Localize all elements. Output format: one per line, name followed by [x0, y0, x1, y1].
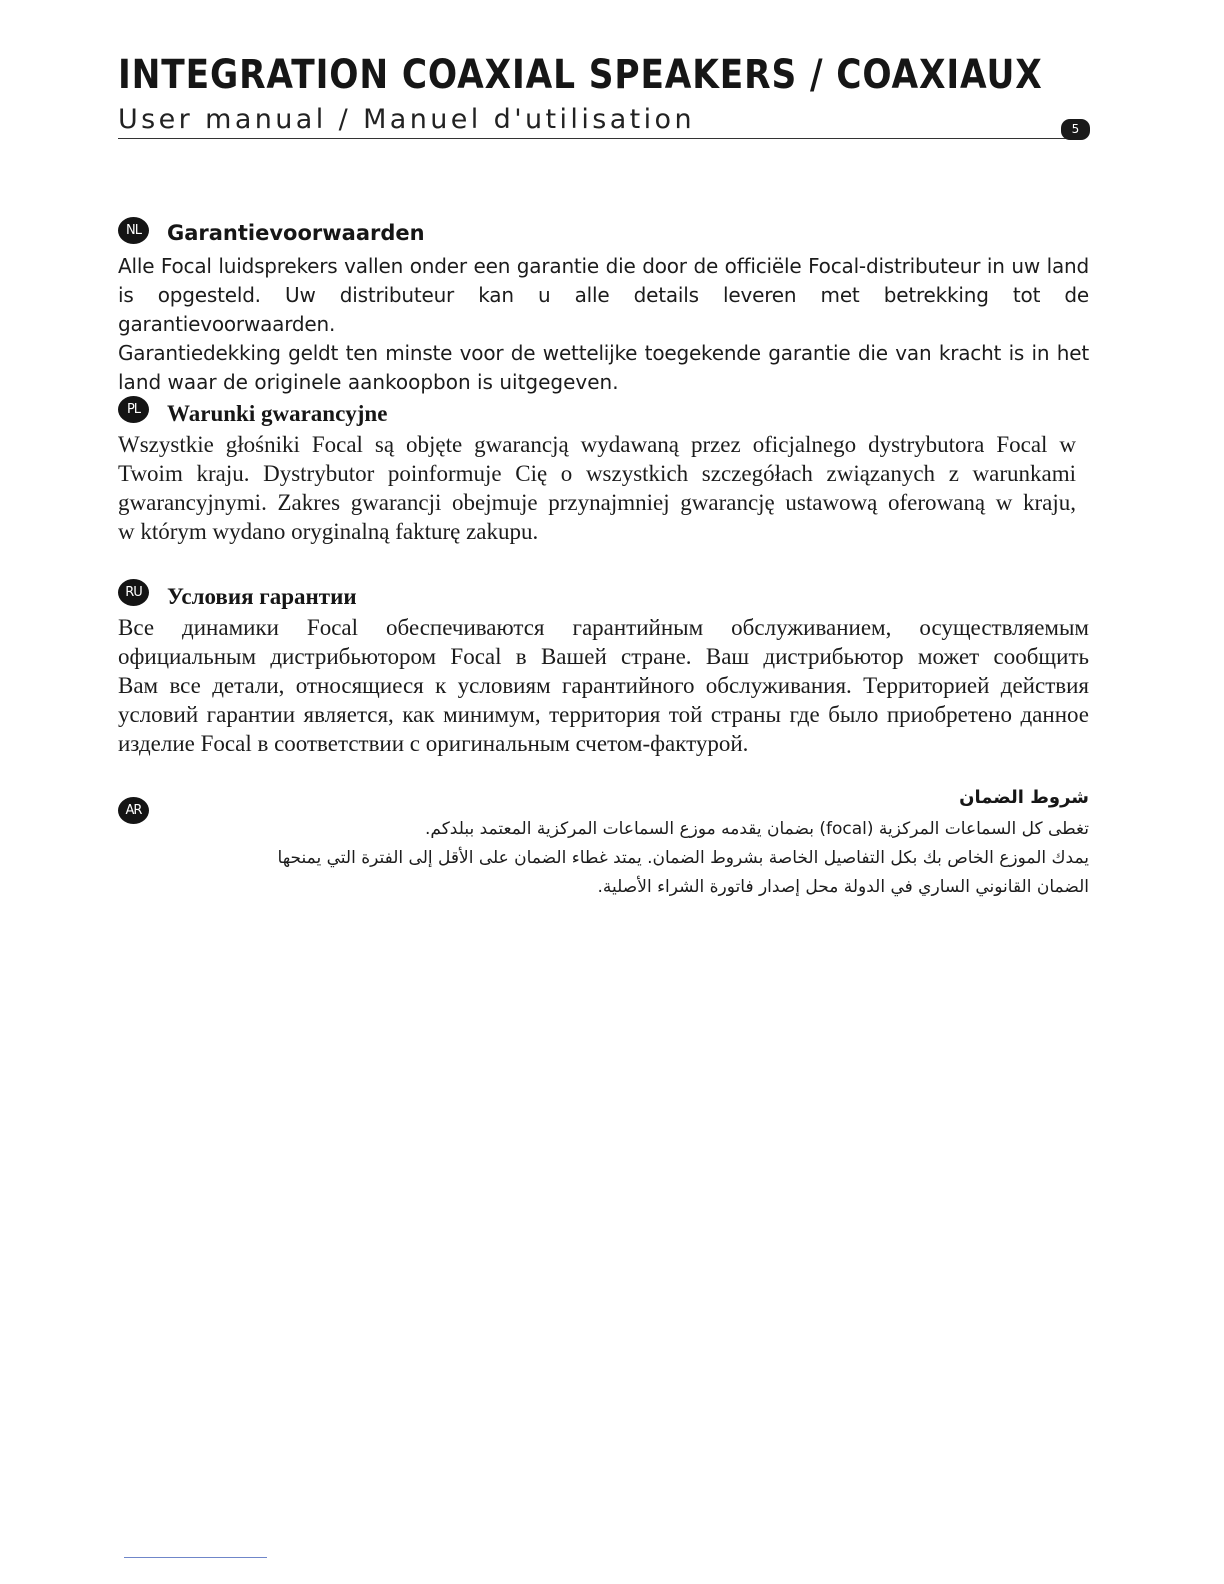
page-number-badge: 5: [1061, 119, 1090, 140]
language-badge-ru: RU: [118, 579, 149, 606]
language-badge-pl: PL: [118, 396, 149, 423]
body-line: تغطى كل السماعات المركزية (focal) بضمان يقدمه موزع السماعات المركزية المعتمد ببلدكم.: [425, 819, 1089, 839]
section-body-pl: [118, 430, 1076, 546]
header-divider: [118, 138, 1070, 139]
section-heading-ar: شروط الضمان: [959, 787, 1089, 808]
section-body-nl: [118, 252, 1089, 397]
page-title: INTEGRATION COAXIAL SPEAKERS / COAXIAUX: [118, 52, 1043, 98]
body-line: w którym wydano oryginalną fakturę zakupu.: [118, 519, 539, 544]
body-line: الضمان القانوني الساري في الدولة محل إصدار فاتورة الشراء الأصلية.: [597, 877, 1089, 897]
language-badge-nl: NL: [118, 217, 149, 244]
section-heading-ru: Условия гарантии: [167, 584, 357, 609]
body-line: Garantiedekking geldt ten minste voor de wettelijke toegekende garantie die van kracht is in het: [118, 341, 1089, 365]
body-line: Wszystkie głośniki Focal są objęte gwarancją wydawaną przez oficjalnego dystrybutora Focal w: [118, 432, 1076, 457]
body-line: gwarancyjnymi. Zakres gwarancji obejmuje przynajmniej gwarancję ustawową oferowaną w kraju,: [118, 490, 1076, 515]
language-badge-ar: AR: [118, 797, 149, 824]
section-body-ar: [149, 815, 1089, 902]
body-line: условий гарантии является, как минимум, территория той страны где было приобретено данное: [118, 702, 1089, 727]
body-line: Вам все детали, относящиеся к условиям гарантийного обслуживания. Территорией действия: [118, 673, 1089, 698]
section-heading-pl: Warunki gwarancyjne: [167, 401, 388, 426]
body-line: Alle Focal luidsprekers vallen onder een garantie die door de officiële Focal-distributeur in uw land: [118, 254, 1089, 278]
body-line: изделие Focal в соответствии с оригинальным счетом-фактурой.: [118, 731, 749, 756]
section-heading-nl: Garantievoorwaarden: [167, 221, 425, 245]
body-line: land waar de originele aankoopbon is uitgegeven.: [118, 370, 619, 394]
body-line: Twoim kraju. Dystrybutor poinformuje Cię o wszystkich szczegółach związanych z warunkami: [118, 461, 1076, 486]
footer-divider: [124, 1557, 267, 1558]
body-line: официальным дистрибьютором Focal в Вашей стране. Ваш дистрибьютор может сообщить: [118, 644, 1089, 669]
section-body-ru: [118, 613, 1089, 758]
body-line: is opgesteld. Uw distributeur kan u alle details leveren met betrekking tot de garantievoorwaarden.: [118, 283, 1089, 336]
body-line: يمدك الموزع الخاص بك بكل التفاصيل الخاصة بشروط الضمان. يمتد غطاء الضمان على الأقل إلى الفترة التي يمنحها: [277, 848, 1089, 868]
page-subtitle: User manual / Manuel d'utilisation: [118, 104, 695, 135]
body-line: Все динамики Focal обеспечиваются гарантийным обслуживанием, осуществляемым: [118, 615, 1089, 640]
